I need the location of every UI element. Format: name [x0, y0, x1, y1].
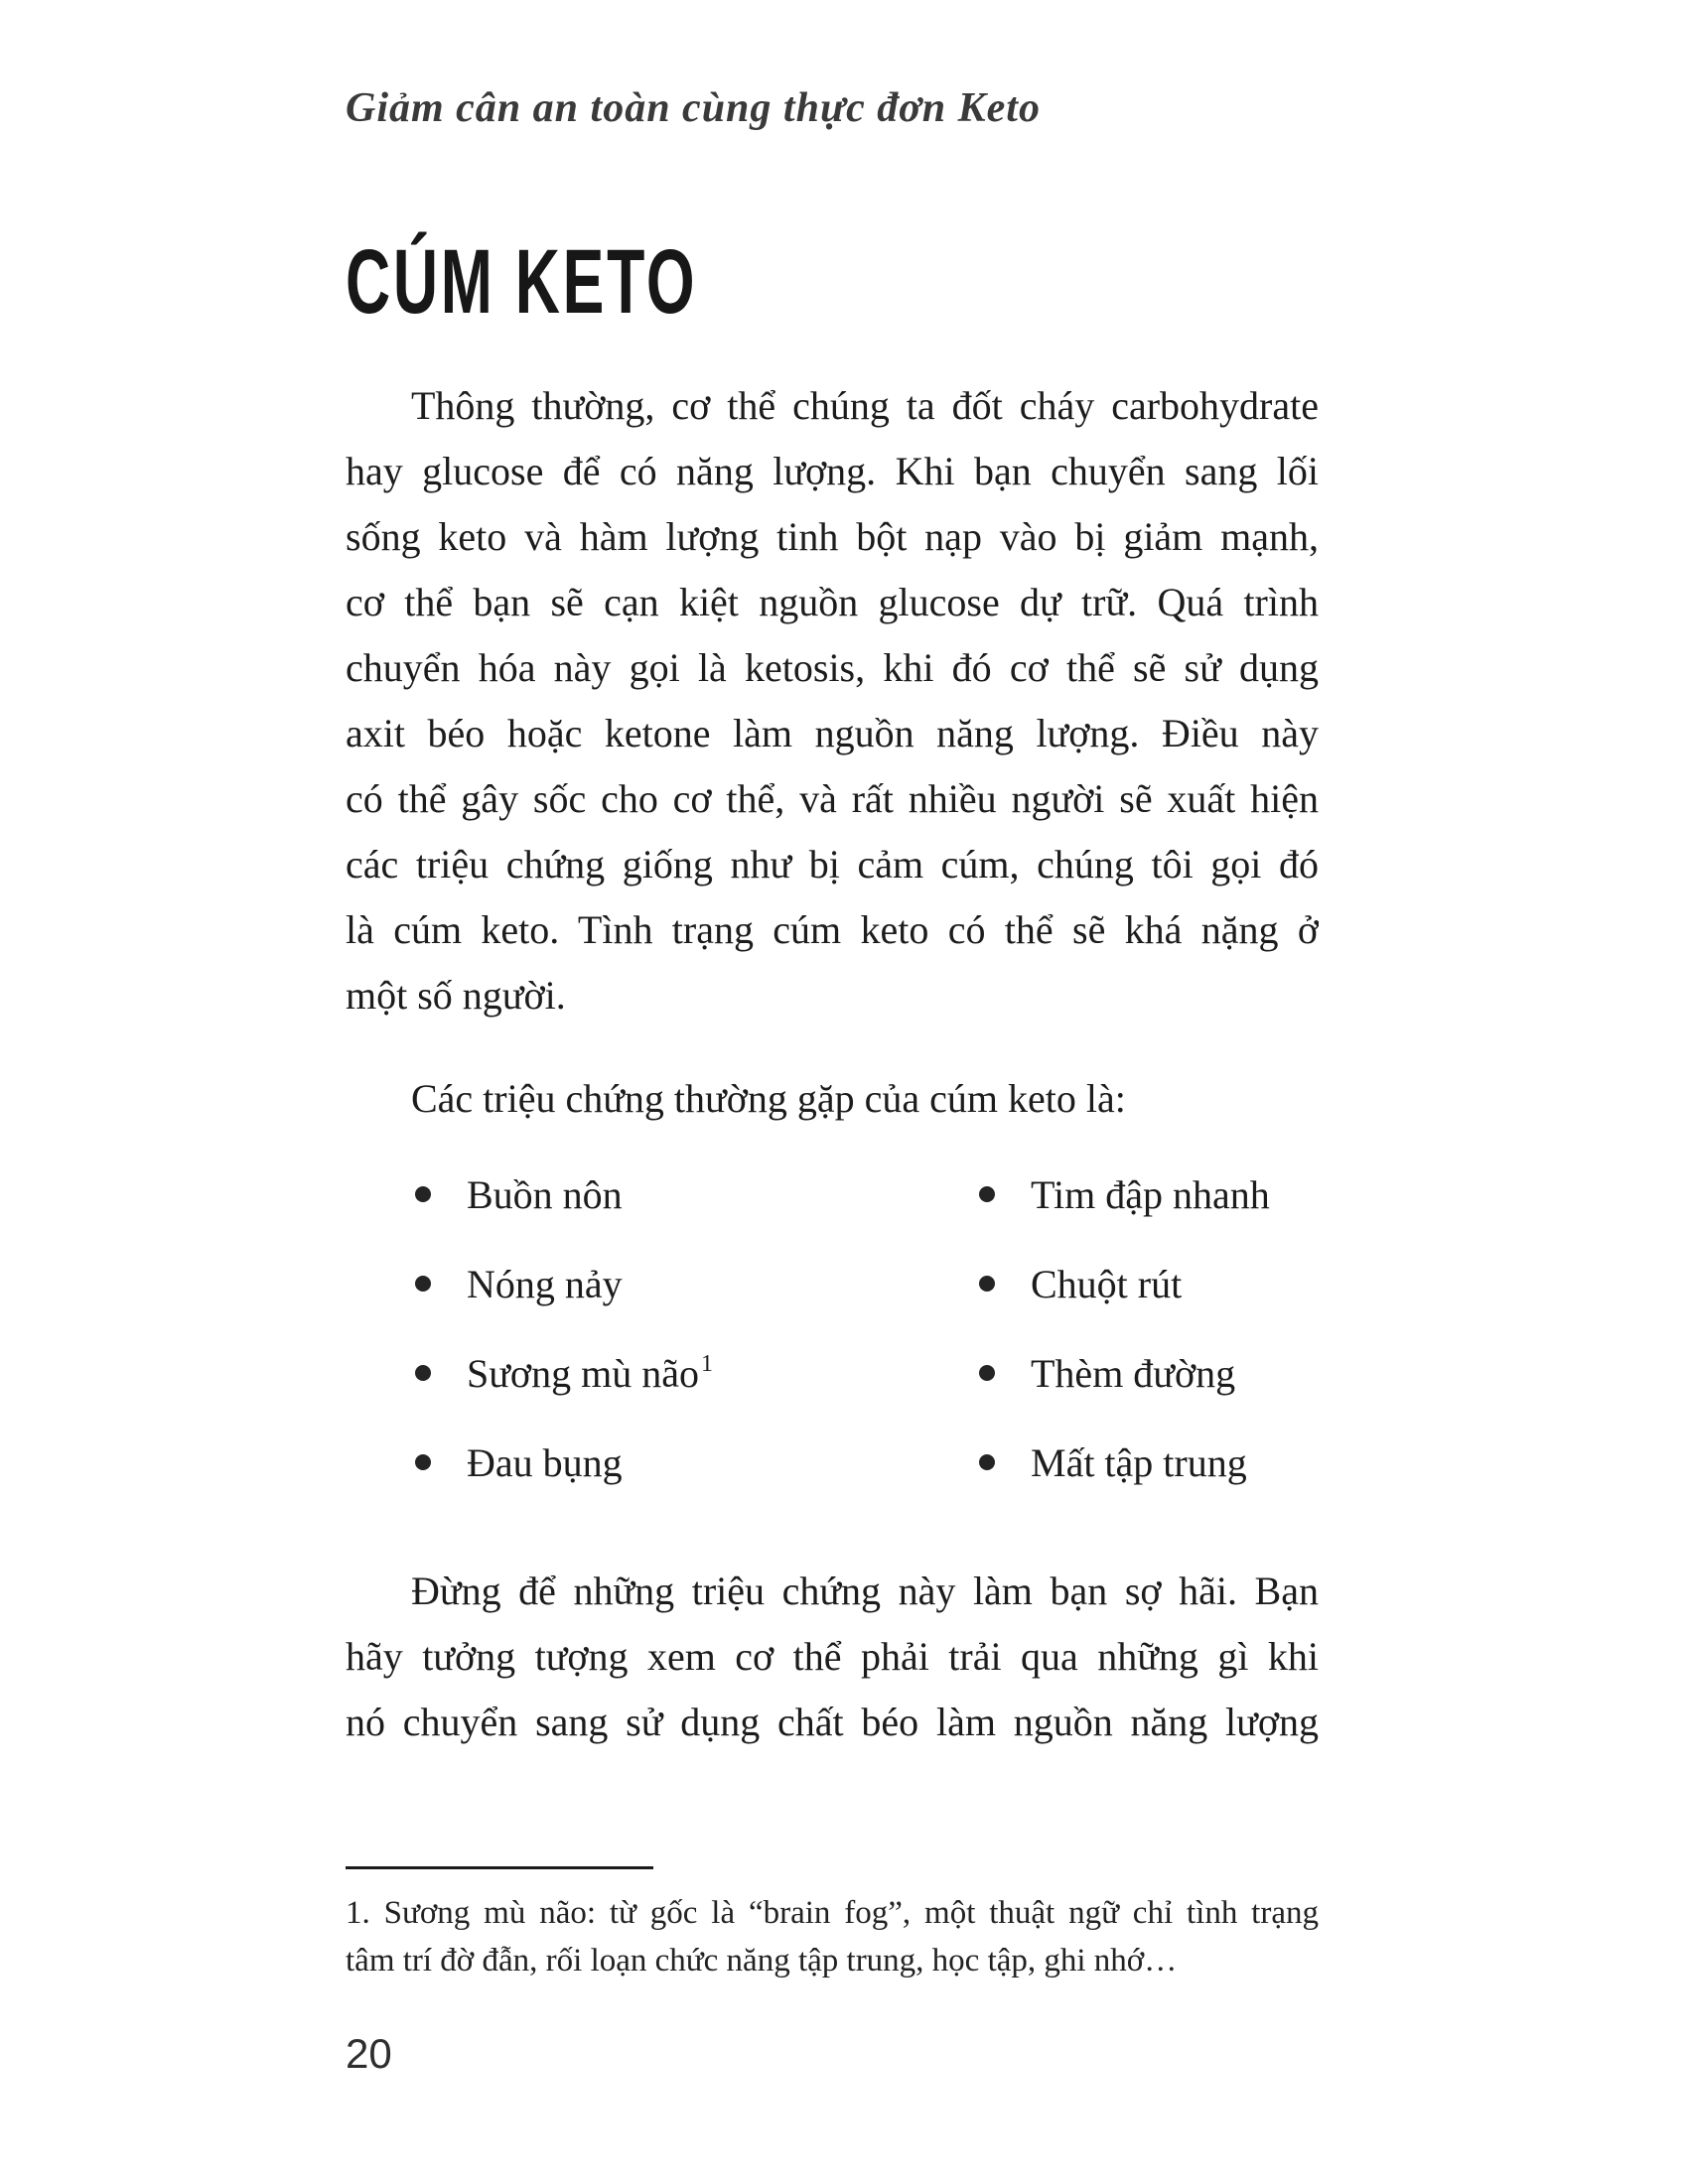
list-item	[979, 1350, 1319, 1398]
bullet-label: Mất tập trung	[1031, 1440, 1247, 1486]
body-line: chuyển hóa này gọi là ketosis, khi đó cơ thể sẽ sử dụng	[346, 645, 1319, 691]
list-item	[415, 1171, 979, 1219]
footnote-line: 1. Sương mù não: từ gốc là “brain fog”, một thuật ngữ chỉ tình trạng	[346, 1895, 1319, 1932]
body-line: sống keto và hàm lượng tinh bột nạp vào bị giảm mạnh,	[346, 514, 1319, 560]
footnote-divider	[346, 1866, 653, 1869]
list-item	[415, 1261, 979, 1308]
bullet-icon	[415, 1454, 431, 1470]
footnote-line: tâm trí đờ đẫn, rối loạn chức năng tập trung, học tập, ghi nhớ…	[346, 1943, 1178, 1979]
paragraph-reassurance	[346, 1559, 1319, 1755]
list-item	[979, 1171, 1319, 1219]
bullet-label: Buồn nôn	[467, 1172, 623, 1218]
bullet-label: Tim đập nhanh	[1031, 1172, 1270, 1218]
footnote-ref: 1	[700, 1351, 713, 1378]
body-line: các triệu chứng giống như bị cảm cúm, chúng tôi gọi đó	[346, 842, 1319, 887]
bullet-icon	[415, 1365, 431, 1381]
body-line: Đừng để những triệu chứng này làm bạn sợ hãi. Bạn	[411, 1569, 1319, 1614]
bullet-icon	[979, 1186, 995, 1202]
body-line: một số người.	[346, 973, 566, 1019]
symptom-list	[346, 1171, 1319, 1487]
body-line: hãy tưởng tượng xem cơ thể phải trải qua những gì khi	[346, 1634, 1319, 1680]
bullet-icon	[979, 1365, 995, 1381]
bullet-icon	[415, 1276, 431, 1292]
list-item	[415, 1350, 979, 1398]
body-line: cơ thể bạn sẽ cạn kiệt nguồn glucose dự trữ. Quá trình	[346, 580, 1319, 625]
list-item	[979, 1439, 1319, 1487]
paragraph-keto-flu	[346, 373, 1319, 1028]
text-block	[346, 0, 1319, 2078]
bullet-label: Sương mù não$^1$	[467, 1351, 713, 1397]
bullet-icon	[979, 1454, 995, 1470]
body-line: là cúm keto. Tình trạng cúm keto có thể sẽ khá nặng ở	[346, 907, 1319, 953]
bullet-label: Nóng nảy	[467, 1262, 623, 1307]
body-line: có thể gây sốc cho cơ thể, và rất nhiều người sẽ xuất hiện	[346, 776, 1319, 822]
symptom-column-left	[415, 1171, 979, 1487]
body-line: nó chuyển sang sử dụng chất béo làm nguồn năng lượng	[346, 1700, 1319, 1745]
bullet-label: Thèm đường	[1031, 1351, 1236, 1397]
bullet-icon	[415, 1186, 431, 1202]
body-line: Thông thường, cơ thể chúng ta đốt cháy carbohydrate	[411, 383, 1319, 429]
body-line: axit béo hoặc ketone làm nguồn năng lượng. Điều này	[346, 711, 1319, 756]
bullet-icon	[979, 1276, 995, 1292]
chapter-title: CÚM KETO	[346, 231, 698, 334]
list-item	[415, 1439, 979, 1487]
running-head: Giảm cân an toàn cùng thực đơn Keto	[346, 85, 1041, 131]
list-item	[979, 1261, 1319, 1308]
bullet-label: Chuột rút	[1031, 1262, 1183, 1307]
symptom-column-right	[979, 1171, 1319, 1487]
page-number: 20	[346, 2030, 392, 2078]
body-line: hay glucose để có năng lượng. Khi bạn chuyển sang lối	[346, 449, 1319, 494]
symptoms-intro: Các triệu chứng thường gặp của cúm keto là:	[411, 1076, 1126, 1122]
footnote	[346, 1889, 1319, 1984]
bullet-label: Đau bụng	[467, 1440, 623, 1486]
